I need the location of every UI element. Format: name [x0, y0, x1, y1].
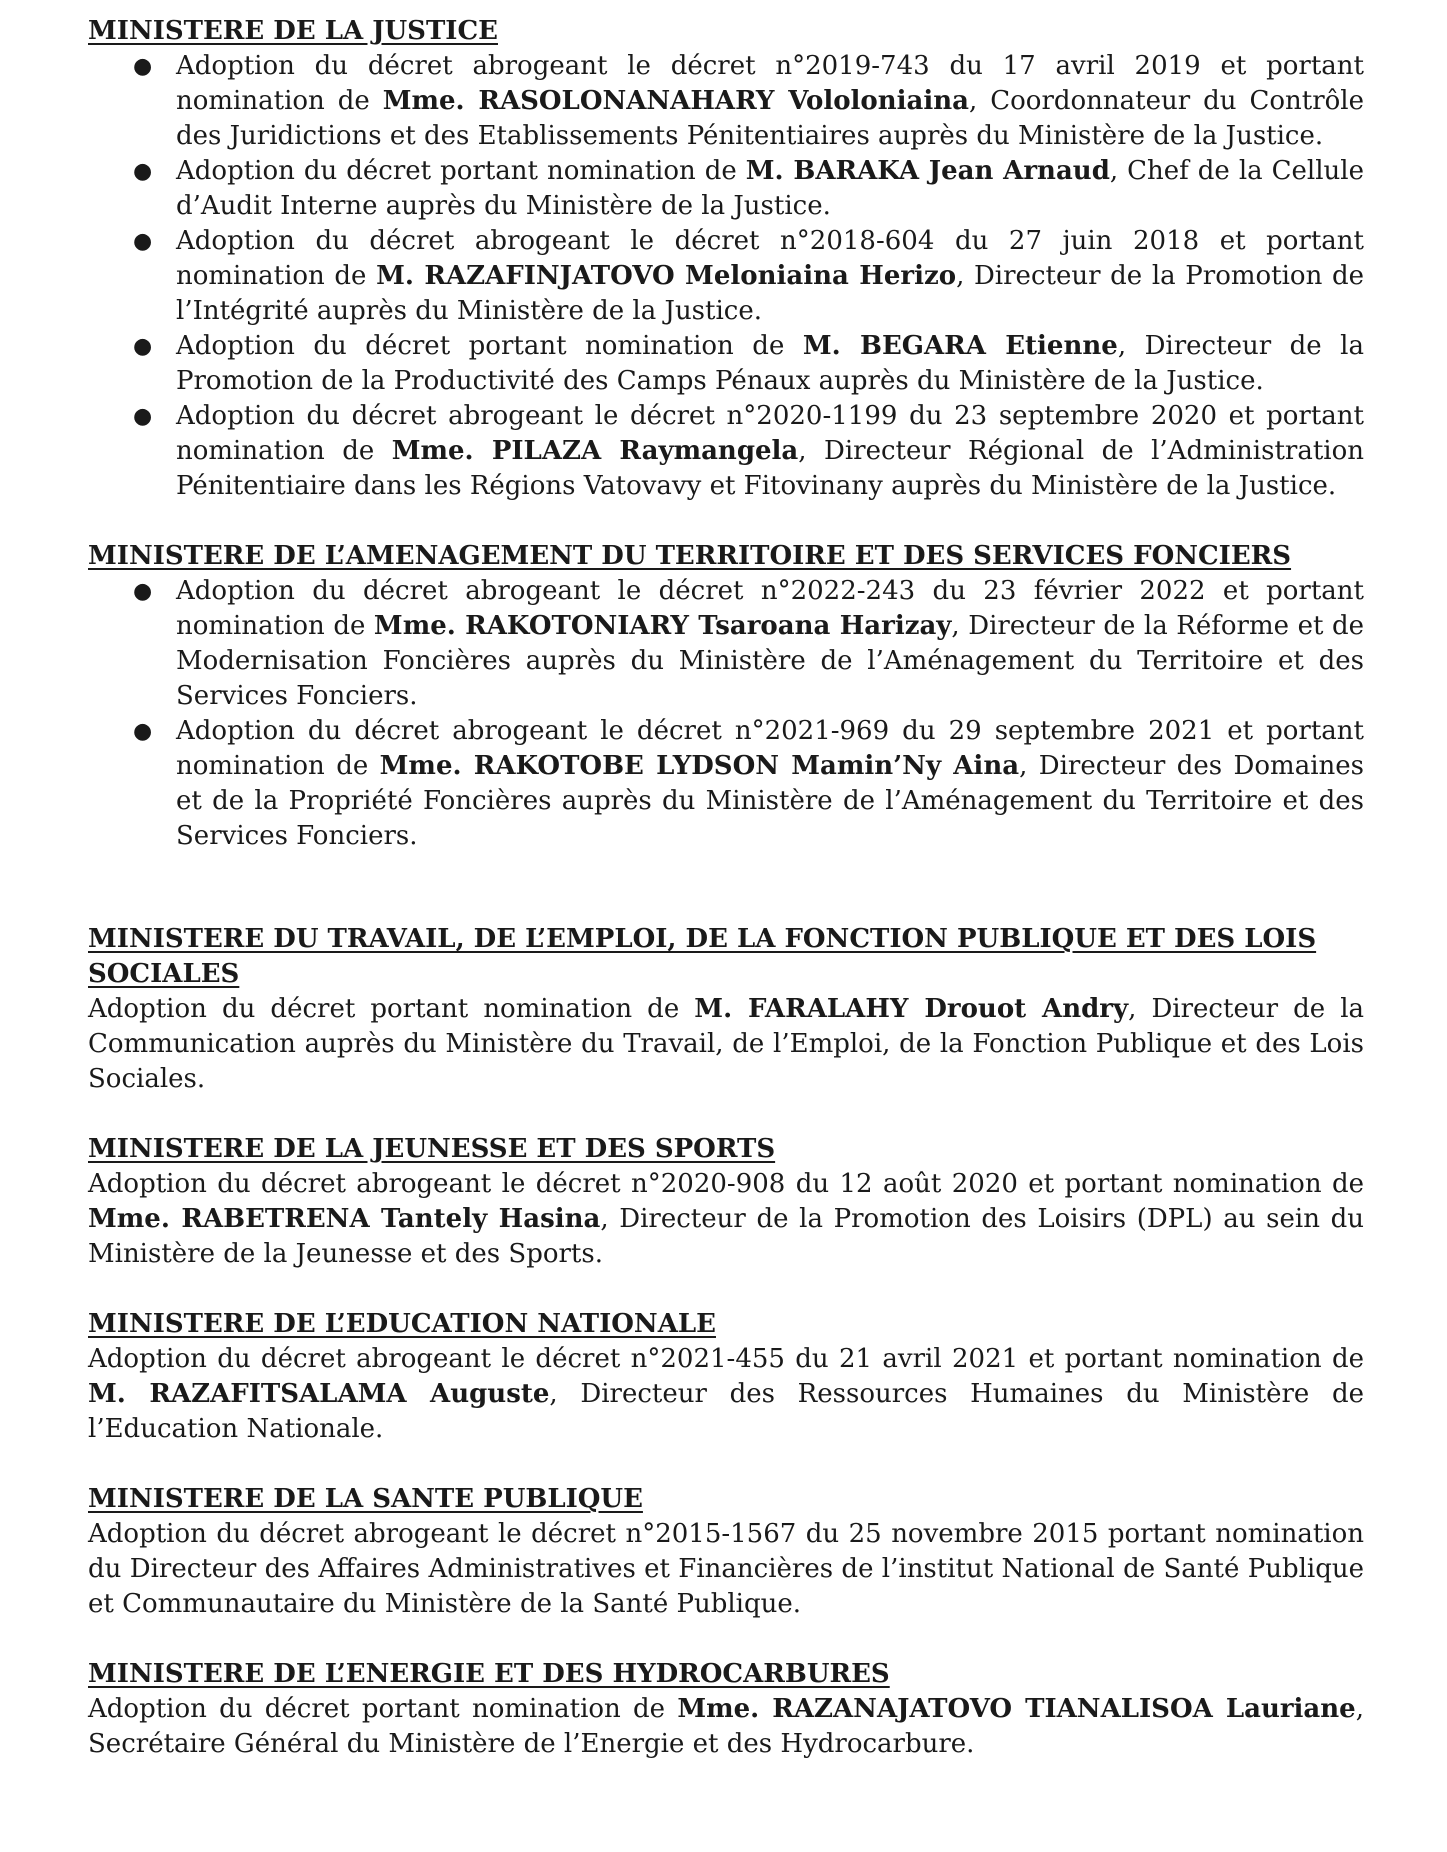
item-text: , Directeur de la Communication auprès du Ministère du Travail, de l’Emploi, de la Fonction Publique et des Lois Sociales. [88, 994, 1365, 1094]
appointee-name: M. BEGARA Etienne [802, 331, 1118, 361]
section-heading: MINISTERE DE L’AMENAGEMENT DU TERRITOIRE ET DES SERVICES FONCIERS [88, 541, 1292, 571]
appointee-name: Mme. RAKOTONIARY Tsaroana Harizay [373, 611, 952, 641]
item-text: , Directeur des Ressources Humaines du Ministère de l’Education Nationale. [88, 1379, 1364, 1444]
item-text: , Directeur de la Promotion des Loisirs (DPL) au sein du Ministère de la Jeunesse et des Sports. [88, 1204, 1364, 1269]
section-jeunesse [88, 1132, 1364, 1272]
list-item [133, 49, 1364, 154]
bullet-icon: ● [133, 229, 153, 254]
section-heading: MINISTERE DE LA JEUNESSE ET DES SPORTS [88, 1134, 776, 1164]
item-text: Adoption du décret abrogeant le décret n°2018-604 du 27 juin 2018 et portant nomination de [176, 226, 1364, 291]
item-text: Adoption du décret abrogeant le décret n°2021-969 du 29 septembre 2021 et portant nomination de [176, 716, 1364, 781]
decree-paragraph [88, 1692, 1364, 1762]
section-travail [88, 922, 1364, 1097]
bullet-icon: ● [133, 404, 153, 429]
decree-list [88, 49, 1364, 504]
item-text: , Directeur des Domaines et de la Propriété Foncières auprès du Ministère de l’Aménagement du Territoire et des Services Fonciers. [176, 751, 1364, 851]
item-text: Adoption du décret abrogeant le décret n°2021-455 du 21 avril 2021 et portant nomination de [88, 1344, 1364, 1374]
item-text: Adoption du décret portant nomination de [176, 331, 803, 361]
list-item [133, 399, 1364, 504]
item-text: , Directeur de la Promotion de l’Intégrité auprès du Ministère de la Justice. [176, 261, 1364, 326]
section-heading: MINISTERE DE LA SANTE PUBLIQUE [88, 1484, 643, 1514]
list-item [133, 574, 1364, 714]
section-heading: MINISTERE DU TRAVAIL, DE L’EMPLOI, DE LA FONCTION PUBLIQUE ET DES LOIS SOCIALES [88, 924, 1317, 989]
item-text: Adoption du décret portant nomination de [88, 1694, 678, 1724]
item-text: Adoption du décret abrogeant le décret n°2020-1199 du 23 septembre 2020 et portant nomination de [176, 401, 1364, 466]
section-amenagement [88, 539, 1364, 854]
decree-paragraph [88, 1342, 1364, 1447]
section-justice [88, 14, 1364, 504]
section-sante [88, 1482, 1364, 1622]
item-text: , Coordonnateur du Contrôle des Juridictions et des Etablissements Pénitentiaires auprès du Ministère de la Justice. [176, 86, 1364, 151]
decree-paragraph [88, 1517, 1364, 1622]
bullet-icon: ● [133, 579, 153, 604]
item-text: Adoption du décret portant nomination de [176, 156, 746, 186]
item-text: Adoption du décret abrogeant le décret n°2022-243 du 23 février 2022 et portant nomination de [176, 576, 1364, 641]
bullet-icon: ● [133, 54, 153, 79]
item-text: , Directeur de la Promotion de la Productivité des Camps Pénaux auprès du Ministère de la Justice. [176, 331, 1364, 396]
bullet-icon: ● [133, 159, 153, 184]
appointee-name: Mme. RAZANAJATOVO TIANALISOA Lauriane [677, 1694, 1356, 1724]
item-text: , Secrétaire Général du Ministère de l’Energie et des Hydrocarbure. [88, 1694, 1364, 1759]
section-education [88, 1307, 1364, 1447]
appointee-name: Mme. RASOLONANAHARY Vololoniaina [382, 86, 970, 116]
appointee-name: Mme. RABETRENA Tantely Hasina [88, 1204, 601, 1234]
item-text: , Directeur Régional de l’Administration Pénitentiaire dans les Régions Vatovavy et Fitovinany auprès du Ministère de la Justice. [176, 436, 1364, 501]
list-item [133, 224, 1364, 329]
list-item [133, 329, 1364, 399]
item-text: Adoption du décret abrogeant le décret n°2015-1567 du 25 novembre 2015 portant nomination du Directeur des Affaires Administratives et Financières de l’institut National de Santé Publique et Communautaire du Ministère de la Santé Publique. [88, 1519, 1364, 1619]
appointee-name: M. FARALAHY Drouot Andry [694, 994, 1129, 1024]
decree-paragraph [88, 1167, 1364, 1272]
item-text: , Chef de la Cellule d’Audit Interne auprès du Ministère de la Justice. [176, 156, 1364, 221]
decree-list [88, 574, 1364, 854]
list-item [133, 714, 1364, 854]
item-text: Adoption du décret portant nomination de [88, 994, 695, 1024]
bullet-icon: ● [133, 719, 153, 744]
item-text: Adoption du décret abrogeant le décret n°2019-743 du 17 avril 2019 et portant nomination de [176, 51, 1364, 116]
document-page [88, 14, 1364, 1762]
item-text: Adoption du décret abrogeant le décret n°2020-908 du 12 août 2020 et portant nomination de [88, 1169, 1364, 1199]
appointee-name: M. RAZAFINJATOVO Meloniaina Herizo [376, 261, 957, 291]
appointee-name: M. BARAKA Jean Arnaud [745, 156, 1110, 186]
section-heading: MINISTERE DE L’EDUCATION NATIONALE [88, 1309, 716, 1339]
item-text: , Directeur de la Réforme et de Modernisation Foncières auprès du Ministère de l’Aménagement du Territoire et des Services Fonciers. [176, 611, 1364, 711]
list-item [133, 154, 1364, 224]
appointee-name: M. RAZAFITSALAMA Auguste [88, 1379, 550, 1409]
appointee-name: Mme. RAKOTOBE LYDSON Mamin’Ny Aina [379, 751, 1020, 781]
section-energie [88, 1657, 1364, 1762]
section-heading: MINISTERE DE L’ENERGIE ET DES HYDROCARBURES [88, 1659, 890, 1689]
decree-paragraph [88, 992, 1364, 1097]
appointee-name: Mme. PILAZA Raymangela [391, 436, 799, 466]
section-heading: MINISTERE DE LA JUSTICE [88, 16, 498, 46]
bullet-icon: ● [133, 334, 153, 359]
